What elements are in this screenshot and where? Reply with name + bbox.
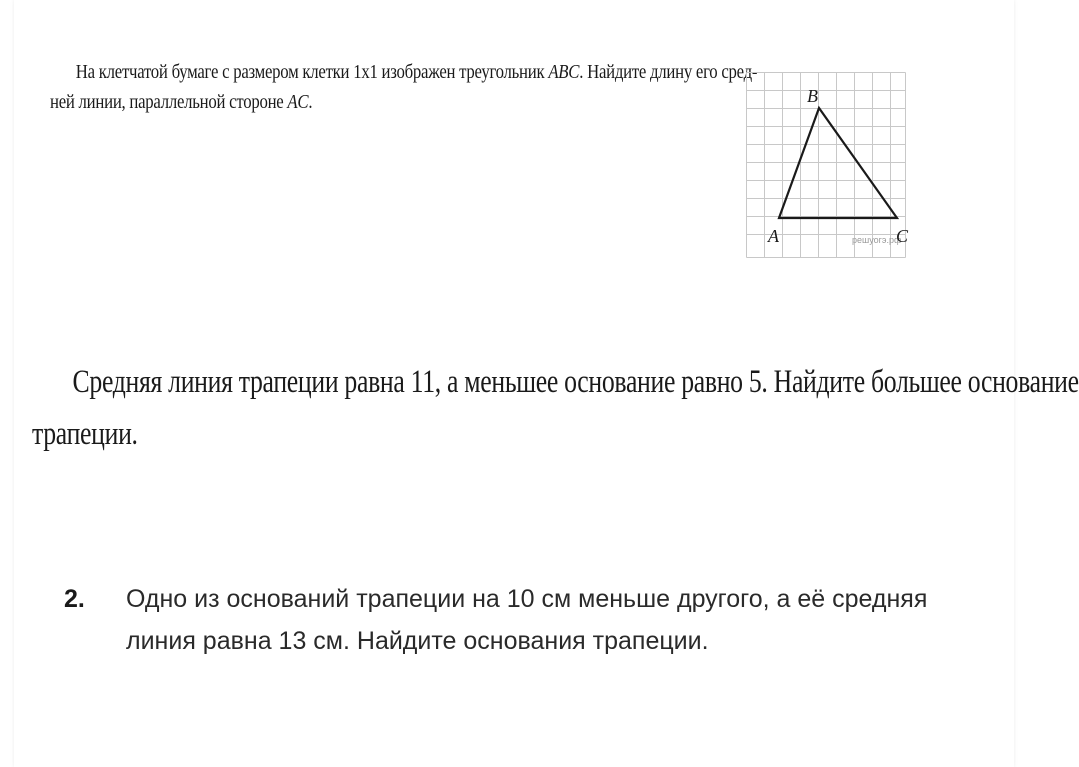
problem-1-line-2-start: ней линии, параллельной стороне: [50, 92, 288, 113]
vertex-label-a: A: [768, 226, 779, 246]
watermark-text: решуогэ.рф: [852, 235, 902, 245]
problem-number: 2.: [64, 585, 85, 613]
problem-2-line-1: Средняя линия трапеции равна 11, а меньшее основание равно 5. Найдите большее основание: [72, 364, 1079, 400]
slide: [14, 0, 1079, 767]
problem-1-line-1-start: На клетчатой бумаге с размером клетки 1х1 изображен треугольник: [75, 62, 549, 83]
problem-1-line-1: [50, 58, 758, 88]
problem-2-line-2: трапеции.: [32, 416, 138, 452]
problem-3-text: [126, 578, 966, 662]
side-name: AC: [287, 92, 309, 113]
triangle-name: ABC: [548, 62, 580, 83]
problem-1-text: [50, 58, 758, 118]
triangle-grid-diagram: [746, 72, 909, 258]
problem-1-line-2-end: .: [308, 92, 313, 113]
problem-3-line-1: Одно из оснований трапеции на 10 см меньше другого, а её средняя: [126, 585, 928, 613]
problem-2-text: [32, 356, 1079, 460]
problem-3-line-2: линия равна 13 см. Найдите основания трапеции.: [126, 627, 709, 655]
vertex-label-c: C: [896, 226, 909, 246]
problem-1-line-1-end: . Найдите длину его сред-: [579, 62, 758, 83]
vertex-label-b: B: [807, 86, 818, 106]
triangle-figure: [746, 72, 909, 258]
problem-1-line-2: [50, 88, 747, 118]
